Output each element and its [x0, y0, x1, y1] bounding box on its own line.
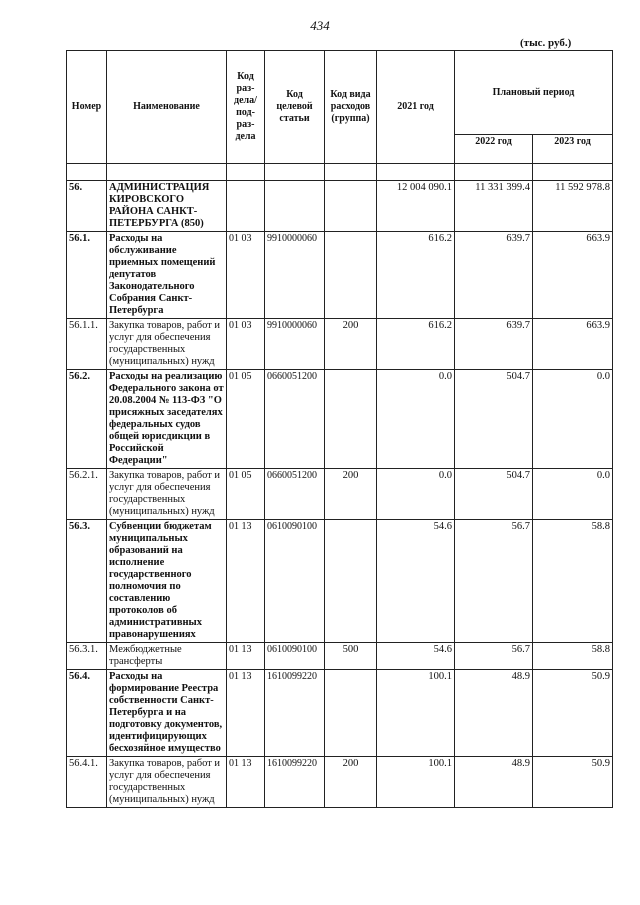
row-target-code — [265, 181, 325, 232]
row-section-code — [227, 181, 265, 232]
table-row — [67, 319, 613, 370]
row-value-2021: 54.6 — [377, 643, 455, 670]
row-section-code: 01 13 — [227, 757, 265, 808]
row-name: Расходы на реализацию Федерального закона от 20.08.2004 № 113-ФЗ "О присяжных заседателях федеральных судов общей юрисдикции в Российской Федерации" — [107, 370, 227, 469]
row-number: 56.3.1. — [67, 643, 107, 670]
header-2022: 2022 год — [455, 135, 533, 164]
row-value-2022: 48.9 — [455, 670, 533, 757]
row-number: 56.4.1. — [67, 757, 107, 808]
row-number: 56. — [67, 181, 107, 232]
table-row — [67, 181, 613, 232]
table-row — [67, 370, 613, 469]
row-value-2023: 58.8 — [533, 520, 613, 643]
header-number: Номер — [67, 51, 107, 164]
table-row — [67, 670, 613, 757]
row-target-code: 0610090100 — [265, 643, 325, 670]
row-value-2022: 639.7 — [455, 319, 533, 370]
row-expense-code: 200 — [325, 469, 377, 520]
row-value-2022: 639.7 — [455, 232, 533, 319]
spacer-cell — [67, 164, 107, 181]
spacer-cell — [107, 164, 227, 181]
row-name: Расходы на обслуживание приемных помещений депутатов Законодательного Собрания Санкт-Петербурга — [107, 232, 227, 319]
row-value-2022: 504.7 — [455, 370, 533, 469]
spacer-cell — [325, 164, 377, 181]
row-value-2022: 56.7 — [455, 643, 533, 670]
row-value-2023: 663.9 — [533, 319, 613, 370]
row-value-2021: 616.2 — [377, 319, 455, 370]
row-value-2021: 616.2 — [377, 232, 455, 319]
budget-table — [66, 50, 613, 808]
row-value-2021: 100.1 — [377, 670, 455, 757]
row-expense-code — [325, 232, 377, 319]
row-name: Закупка товаров, работ и услуг для обеспечения государственных (муниципальных) нужд — [107, 469, 227, 520]
header-target-code: Код целевой статьи — [265, 51, 325, 164]
row-section-code: 01 05 — [227, 469, 265, 520]
row-value-2023: 0.0 — [533, 370, 613, 469]
spacer-cell — [533, 164, 613, 181]
header-expense-code: Код вида расходов (группа) — [325, 51, 377, 164]
header-name: Наименование — [107, 51, 227, 164]
row-value-2022: 11 331 399.4 — [455, 181, 533, 232]
row-value-2023: 58.8 — [533, 643, 613, 670]
row-target-code: 0660051200 — [265, 469, 325, 520]
row-section-code: 01 13 — [227, 643, 265, 670]
row-section-code: 01 05 — [227, 370, 265, 469]
row-value-2023: 0.0 — [533, 469, 613, 520]
row-section-code: 01 13 — [227, 670, 265, 757]
row-section-code: 01 03 — [227, 319, 265, 370]
spacer-cell — [455, 164, 533, 181]
row-number: 56.1.1. — [67, 319, 107, 370]
row-number: 56.4. — [67, 670, 107, 757]
row-value-2022: 56.7 — [455, 520, 533, 643]
row-value-2023: 50.9 — [533, 670, 613, 757]
row-expense-code: 200 — [325, 319, 377, 370]
row-section-code: 01 03 — [227, 232, 265, 319]
row-value-2023: 11 592 978.8 — [533, 181, 613, 232]
row-expense-code: 200 — [325, 757, 377, 808]
page-number: 434 — [310, 18, 330, 33]
row-name: Межбюджетные трансферты — [107, 643, 227, 670]
row-name: АДМИНИСТРАЦИЯ КИРОВСКОГО РАЙОНА САНКТ-ПЕТЕРБУРГА (850) — [107, 181, 227, 232]
spacer-cell — [377, 164, 455, 181]
row-name: Субвенции бюджетам муниципальных образований на исполнение государственного полномочия по составлению протоколов об административных правонарушениях — [107, 520, 227, 643]
row-target-code: 1610099220 — [265, 757, 325, 808]
row-value-2022: 48.9 — [455, 757, 533, 808]
spacer-cell — [227, 164, 265, 181]
row-value-2021: 0.0 — [377, 370, 455, 469]
row-expense-code — [325, 370, 377, 469]
header-2021: 2021 год — [377, 51, 455, 164]
spacer-cell — [265, 164, 325, 181]
row-value-2021: 0.0 — [377, 469, 455, 520]
row-number: 56.1. — [67, 232, 107, 319]
units-label: (тыс. руб.) — [520, 37, 572, 49]
row-expense-code: 500 — [325, 643, 377, 670]
row-value-2021: 54.6 — [377, 520, 455, 643]
row-number: 56.2.1. — [67, 469, 107, 520]
row-target-code: 0660051200 — [265, 370, 325, 469]
row-expense-code — [325, 670, 377, 757]
row-name: Расходы на формирование Реестра собственности Санкт-Петербурга и на подготовку документов, идентифицирующих бесхозяйное имущество — [107, 670, 227, 757]
row-expense-code — [325, 520, 377, 643]
row-number: 56.2. — [67, 370, 107, 469]
header-plan-period: Плановый период — [455, 51, 613, 135]
table-row — [67, 520, 613, 643]
row-value-2023: 663.9 — [533, 232, 613, 319]
row-name: Закупка товаров, работ и услуг для обеспечения государственных (муниципальных) нужд — [107, 319, 227, 370]
row-name: Закупка товаров, работ и услуг для обеспечения государственных (муниципальных) нужд — [107, 757, 227, 808]
row-value-2021: 12 004 090.1 — [377, 181, 455, 232]
row-target-code: 1610099220 — [265, 670, 325, 757]
row-value-2021: 100.1 — [377, 757, 455, 808]
row-value-2023: 50.9 — [533, 757, 613, 808]
table-row — [67, 643, 613, 670]
header-2023: 2023 год — [533, 135, 613, 164]
row-target-code: 9910000060 — [265, 232, 325, 319]
row-target-code: 0610090100 — [265, 520, 325, 643]
header-section-code: Код раз- дела/ под- раз- дела — [227, 51, 265, 164]
row-target-code: 9910000060 — [265, 319, 325, 370]
table-row — [67, 469, 613, 520]
row-section-code: 01 13 — [227, 520, 265, 643]
table-row — [67, 757, 613, 808]
table-row — [67, 232, 613, 319]
row-expense-code — [325, 181, 377, 232]
row-number: 56.3. — [67, 520, 107, 643]
spacer-row — [67, 164, 613, 181]
row-value-2022: 504.7 — [455, 469, 533, 520]
